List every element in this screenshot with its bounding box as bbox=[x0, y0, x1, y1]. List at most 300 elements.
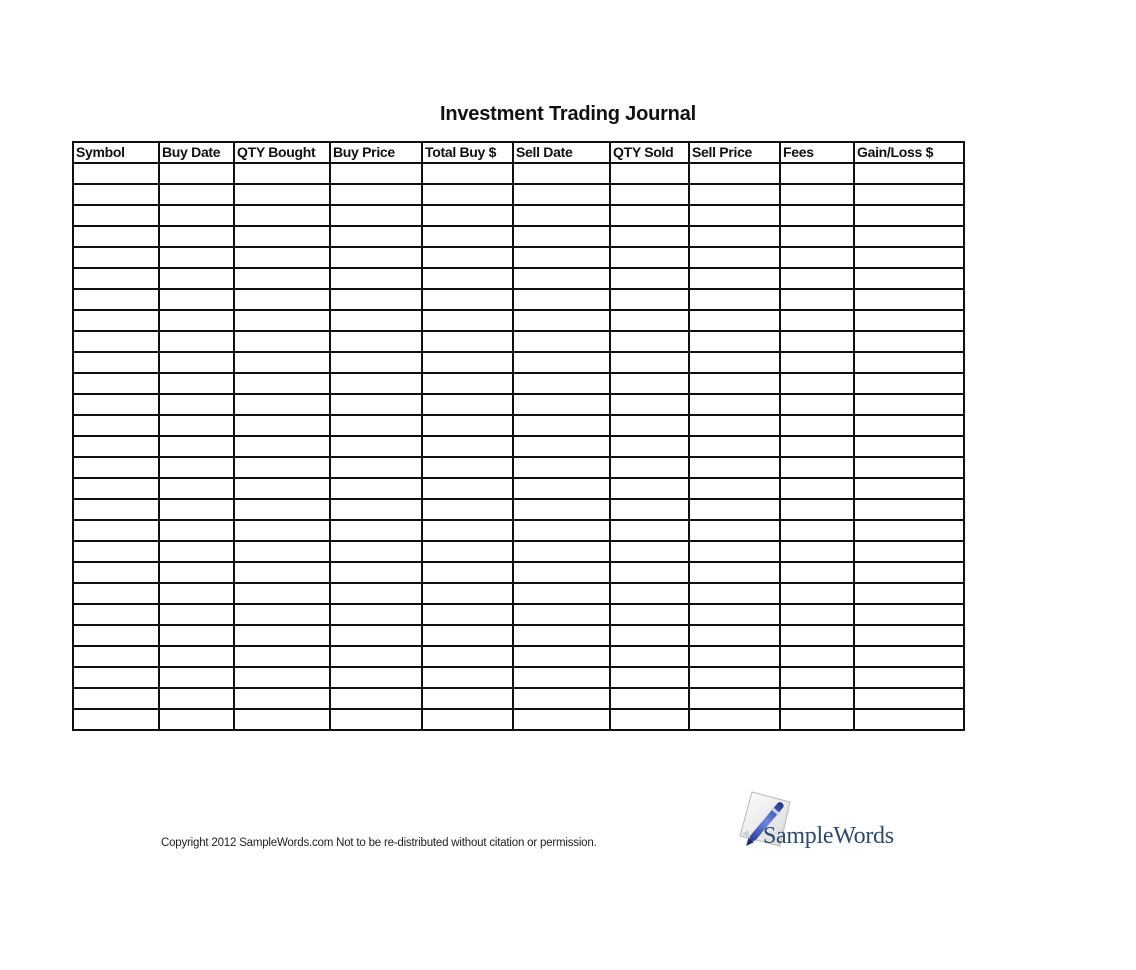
table-cell[interactable] bbox=[854, 478, 964, 499]
table-cell[interactable] bbox=[513, 394, 610, 415]
table-cell[interactable] bbox=[159, 268, 234, 289]
table-cell[interactable] bbox=[780, 499, 854, 520]
table-cell[interactable] bbox=[159, 499, 234, 520]
table-cell[interactable] bbox=[854, 373, 964, 394]
table-row bbox=[73, 604, 964, 625]
table-cell[interactable] bbox=[854, 331, 964, 352]
table-cell[interactable] bbox=[422, 184, 513, 205]
table-cell[interactable] bbox=[513, 205, 610, 226]
table-cell[interactable] bbox=[610, 583, 689, 604]
table-cell[interactable] bbox=[330, 667, 422, 688]
table-cell[interactable] bbox=[780, 604, 854, 625]
table-cell[interactable] bbox=[422, 352, 513, 373]
table-cell[interactable] bbox=[513, 184, 610, 205]
trading-journal-table bbox=[72, 141, 965, 731]
table-cell[interactable] bbox=[689, 541, 780, 562]
table-cell[interactable] bbox=[159, 709, 234, 730]
table-cell[interactable] bbox=[854, 583, 964, 604]
table-cell[interactable] bbox=[780, 205, 854, 226]
table-cell[interactable] bbox=[422, 625, 513, 646]
table-cell[interactable] bbox=[610, 352, 689, 373]
table-cell[interactable] bbox=[610, 688, 689, 709]
table-cell[interactable] bbox=[610, 373, 689, 394]
table-cell[interactable] bbox=[234, 667, 330, 688]
table-cell[interactable] bbox=[513, 163, 610, 184]
table-cell[interactable] bbox=[854, 667, 964, 688]
table-cell[interactable] bbox=[854, 688, 964, 709]
table-cell[interactable] bbox=[610, 436, 689, 457]
table-cell[interactable] bbox=[234, 688, 330, 709]
table-cell[interactable] bbox=[689, 310, 780, 331]
table-cell[interactable] bbox=[422, 583, 513, 604]
table-cell[interactable] bbox=[73, 709, 159, 730]
table-cell[interactable] bbox=[159, 247, 234, 268]
column-header-qty-sold: QTY Sold bbox=[610, 142, 689, 163]
table-cell[interactable] bbox=[513, 583, 610, 604]
table-cell[interactable] bbox=[159, 373, 234, 394]
table-cell[interactable] bbox=[73, 163, 159, 184]
table-cell[interactable] bbox=[330, 415, 422, 436]
table-cell[interactable] bbox=[854, 625, 964, 646]
column-header-fees: Fees bbox=[780, 142, 854, 163]
table-cell[interactable] bbox=[159, 625, 234, 646]
table-cell[interactable] bbox=[159, 436, 234, 457]
table-cell[interactable] bbox=[330, 205, 422, 226]
table-cell[interactable] bbox=[513, 226, 610, 247]
table-cell[interactable] bbox=[780, 163, 854, 184]
table-cell[interactable] bbox=[689, 583, 780, 604]
table-cell[interactable] bbox=[780, 667, 854, 688]
table-cell[interactable] bbox=[330, 709, 422, 730]
table-row bbox=[73, 226, 964, 247]
table-cell[interactable] bbox=[854, 226, 964, 247]
table-cell[interactable] bbox=[610, 394, 689, 415]
table-cell[interactable] bbox=[610, 520, 689, 541]
table-cell[interactable] bbox=[513, 373, 610, 394]
table-cell[interactable] bbox=[610, 331, 689, 352]
table-cell[interactable] bbox=[513, 667, 610, 688]
table-cell[interactable] bbox=[854, 415, 964, 436]
copyright-notice: Copyright 2012 SampleWords.com Not to be re-distributed without citation or permission. bbox=[161, 837, 597, 849]
table-cell[interactable] bbox=[330, 604, 422, 625]
table-row bbox=[73, 415, 964, 436]
table-cell[interactable] bbox=[513, 247, 610, 268]
table-cell[interactable] bbox=[689, 667, 780, 688]
table-cell[interactable] bbox=[234, 499, 330, 520]
table-row bbox=[73, 478, 964, 499]
table-cell[interactable] bbox=[73, 205, 159, 226]
table-cell[interactable] bbox=[422, 520, 513, 541]
table-cell[interactable] bbox=[330, 478, 422, 499]
table-cell[interactable] bbox=[689, 520, 780, 541]
table-cell[interactable] bbox=[234, 268, 330, 289]
table-cell[interactable] bbox=[234, 331, 330, 352]
table-row bbox=[73, 709, 964, 730]
table-cell[interactable] bbox=[330, 226, 422, 247]
table-cell[interactable] bbox=[780, 688, 854, 709]
table-cell[interactable] bbox=[159, 583, 234, 604]
table-cell[interactable] bbox=[854, 646, 964, 667]
table-cell[interactable] bbox=[330, 373, 422, 394]
table-cell[interactable] bbox=[422, 331, 513, 352]
table-cell[interactable] bbox=[234, 541, 330, 562]
table-cell[interactable] bbox=[689, 688, 780, 709]
column-header-buy-price: Buy Price bbox=[330, 142, 422, 163]
table-cell[interactable] bbox=[422, 268, 513, 289]
table-cell[interactable] bbox=[780, 583, 854, 604]
table-cell[interactable] bbox=[159, 184, 234, 205]
table-cell[interactable] bbox=[234, 352, 330, 373]
table-cell[interactable] bbox=[73, 373, 159, 394]
table-cell[interactable] bbox=[73, 541, 159, 562]
table-cell[interactable] bbox=[689, 394, 780, 415]
table-cell[interactable] bbox=[689, 331, 780, 352]
table-cell[interactable] bbox=[330, 499, 422, 520]
table-cell[interactable] bbox=[234, 709, 330, 730]
table-cell[interactable] bbox=[780, 457, 854, 478]
table-cell[interactable] bbox=[854, 541, 964, 562]
table-cell[interactable] bbox=[689, 289, 780, 310]
table-row bbox=[73, 625, 964, 646]
table-cell[interactable] bbox=[422, 667, 513, 688]
table-cell[interactable] bbox=[610, 457, 689, 478]
table-cell[interactable] bbox=[422, 562, 513, 583]
table-cell[interactable] bbox=[234, 289, 330, 310]
table-cell[interactable] bbox=[689, 352, 780, 373]
table-cell[interactable] bbox=[513, 541, 610, 562]
table-cell[interactable] bbox=[610, 289, 689, 310]
table-cell[interactable] bbox=[73, 625, 159, 646]
table-cell[interactable] bbox=[159, 541, 234, 562]
table-row bbox=[73, 583, 964, 604]
table-cell[interactable] bbox=[610, 205, 689, 226]
table-row bbox=[73, 436, 964, 457]
table-cell[interactable] bbox=[780, 289, 854, 310]
table-cell[interactable] bbox=[73, 604, 159, 625]
table-cell[interactable] bbox=[234, 583, 330, 604]
table-cell[interactable] bbox=[854, 562, 964, 583]
table-cell[interactable] bbox=[159, 289, 234, 310]
table-cell[interactable] bbox=[73, 310, 159, 331]
table-cell[interactable] bbox=[73, 562, 159, 583]
table-cell[interactable] bbox=[330, 310, 422, 331]
table-cell[interactable] bbox=[422, 457, 513, 478]
table-cell[interactable] bbox=[854, 394, 964, 415]
table-cell[interactable] bbox=[513, 646, 610, 667]
table-cell[interactable] bbox=[689, 226, 780, 247]
table-row bbox=[73, 457, 964, 478]
table-cell[interactable] bbox=[513, 709, 610, 730]
table-cell[interactable] bbox=[780, 394, 854, 415]
table-cell[interactable] bbox=[159, 310, 234, 331]
table-cell[interactable] bbox=[330, 352, 422, 373]
table-row bbox=[73, 184, 964, 205]
column-header-sell-date: Sell Date bbox=[513, 142, 610, 163]
table-cell[interactable] bbox=[73, 436, 159, 457]
table-cell[interactable] bbox=[854, 268, 964, 289]
table-cell[interactable] bbox=[610, 604, 689, 625]
table-cell[interactable] bbox=[159, 352, 234, 373]
table-cell[interactable] bbox=[513, 499, 610, 520]
table-cell[interactable] bbox=[610, 415, 689, 436]
table-cell[interactable] bbox=[73, 184, 159, 205]
table-cell[interactable] bbox=[610, 478, 689, 499]
table-cell[interactable] bbox=[854, 709, 964, 730]
table-cell[interactable] bbox=[330, 436, 422, 457]
table-cell[interactable] bbox=[330, 688, 422, 709]
column-header-qty-bought: QTY Bought bbox=[234, 142, 330, 163]
table-cell[interactable] bbox=[689, 625, 780, 646]
table-cell[interactable] bbox=[689, 709, 780, 730]
table-cell[interactable] bbox=[234, 310, 330, 331]
table-cell[interactable] bbox=[73, 268, 159, 289]
table-cell[interactable] bbox=[780, 541, 854, 562]
table-cell[interactable] bbox=[234, 625, 330, 646]
table-cell[interactable] bbox=[159, 457, 234, 478]
table-cell[interactable] bbox=[610, 646, 689, 667]
table-cell[interactable] bbox=[159, 667, 234, 688]
table-cell[interactable] bbox=[610, 247, 689, 268]
table-cell[interactable] bbox=[780, 247, 854, 268]
table-cell[interactable] bbox=[854, 499, 964, 520]
table-cell[interactable] bbox=[159, 415, 234, 436]
table-cell[interactable] bbox=[854, 520, 964, 541]
table-cell[interactable] bbox=[159, 604, 234, 625]
column-header-total-buy: Total Buy $ bbox=[422, 142, 513, 163]
table-cell[interactable] bbox=[73, 289, 159, 310]
table-cell[interactable] bbox=[610, 541, 689, 562]
table-cell[interactable] bbox=[73, 478, 159, 499]
table-cell[interactable] bbox=[422, 226, 513, 247]
table-cell[interactable] bbox=[330, 163, 422, 184]
table-cell[interactable] bbox=[159, 688, 234, 709]
table-cell[interactable] bbox=[330, 394, 422, 415]
table-cell[interactable] bbox=[330, 541, 422, 562]
table-cell[interactable] bbox=[513, 310, 610, 331]
table-cell[interactable] bbox=[854, 604, 964, 625]
table-cell[interactable] bbox=[854, 310, 964, 331]
table-cell[interactable] bbox=[159, 520, 234, 541]
table-cell[interactable] bbox=[513, 520, 610, 541]
table-cell[interactable] bbox=[780, 436, 854, 457]
table-row bbox=[73, 499, 964, 520]
table-cell[interactable] bbox=[234, 226, 330, 247]
table-cell[interactable] bbox=[422, 478, 513, 499]
table-cell[interactable] bbox=[513, 457, 610, 478]
table-cell[interactable] bbox=[780, 520, 854, 541]
table-cell[interactable] bbox=[689, 562, 780, 583]
table-row bbox=[73, 562, 964, 583]
table-cell[interactable] bbox=[689, 205, 780, 226]
table-cell[interactable] bbox=[610, 184, 689, 205]
table-cell[interactable] bbox=[422, 709, 513, 730]
table-cell[interactable] bbox=[330, 247, 422, 268]
table-cell[interactable] bbox=[422, 310, 513, 331]
table-cell[interactable] bbox=[854, 205, 964, 226]
table-cell[interactable] bbox=[780, 352, 854, 373]
table-cell[interactable] bbox=[422, 373, 513, 394]
table-cell[interactable] bbox=[513, 688, 610, 709]
table-cell[interactable] bbox=[689, 184, 780, 205]
table-cell[interactable] bbox=[513, 331, 610, 352]
table-cell[interactable] bbox=[422, 436, 513, 457]
table-cell[interactable] bbox=[234, 646, 330, 667]
table-cell[interactable] bbox=[234, 457, 330, 478]
table-cell[interactable] bbox=[513, 268, 610, 289]
table-cell[interactable] bbox=[73, 331, 159, 352]
table-cell[interactable] bbox=[854, 457, 964, 478]
table-cell[interactable] bbox=[73, 646, 159, 667]
table-cell[interactable] bbox=[854, 352, 964, 373]
table-cell[interactable] bbox=[610, 163, 689, 184]
brand-name: SampleWords bbox=[763, 823, 894, 849]
samplewords-logo bbox=[738, 790, 918, 854]
table-cell[interactable] bbox=[234, 373, 330, 394]
table-cell[interactable] bbox=[610, 499, 689, 520]
table-cell[interactable] bbox=[854, 247, 964, 268]
table-cell[interactable] bbox=[689, 499, 780, 520]
table-cell[interactable] bbox=[422, 163, 513, 184]
table-cell[interactable] bbox=[234, 415, 330, 436]
table-cell[interactable] bbox=[422, 604, 513, 625]
table-cell[interactable] bbox=[330, 289, 422, 310]
table-cell[interactable] bbox=[234, 394, 330, 415]
table-cell[interactable] bbox=[780, 478, 854, 499]
table-cell[interactable] bbox=[689, 415, 780, 436]
table-cell[interactable] bbox=[330, 562, 422, 583]
table-cell[interactable] bbox=[234, 184, 330, 205]
table-cell[interactable] bbox=[73, 226, 159, 247]
table-cell[interactable] bbox=[513, 352, 610, 373]
table-row bbox=[73, 667, 964, 688]
table-cell[interactable] bbox=[330, 184, 422, 205]
table-cell[interactable] bbox=[780, 562, 854, 583]
table-cell[interactable] bbox=[513, 478, 610, 499]
table-cell[interactable] bbox=[780, 709, 854, 730]
table-cell[interactable] bbox=[422, 289, 513, 310]
table-cell[interactable] bbox=[610, 709, 689, 730]
table-cell[interactable] bbox=[422, 499, 513, 520]
table-cell[interactable] bbox=[610, 310, 689, 331]
table-cell[interactable] bbox=[513, 289, 610, 310]
table-cell[interactable] bbox=[780, 646, 854, 667]
table-cell[interactable] bbox=[234, 604, 330, 625]
table-cell[interactable] bbox=[330, 268, 422, 289]
table-cell[interactable] bbox=[422, 646, 513, 667]
table-cell[interactable] bbox=[422, 415, 513, 436]
table-cell[interactable] bbox=[689, 604, 780, 625]
table-cell[interactable] bbox=[73, 247, 159, 268]
table-cell[interactable] bbox=[73, 520, 159, 541]
table-cell[interactable] bbox=[854, 184, 964, 205]
table-cell[interactable] bbox=[159, 331, 234, 352]
table-cell[interactable] bbox=[73, 394, 159, 415]
table-cell[interactable] bbox=[780, 625, 854, 646]
table-row bbox=[73, 310, 964, 331]
table-cell[interactable] bbox=[780, 310, 854, 331]
table-cell[interactable] bbox=[689, 457, 780, 478]
table-cell[interactable] bbox=[234, 562, 330, 583]
table-cell[interactable] bbox=[234, 163, 330, 184]
table-cell[interactable] bbox=[73, 415, 159, 436]
table-cell[interactable] bbox=[854, 436, 964, 457]
table-cell[interactable] bbox=[330, 625, 422, 646]
table-cell[interactable] bbox=[854, 163, 964, 184]
table-cell[interactable] bbox=[422, 205, 513, 226]
table-row bbox=[73, 541, 964, 562]
table-cell[interactable] bbox=[513, 625, 610, 646]
table-cell[interactable] bbox=[159, 226, 234, 247]
table-cell[interactable] bbox=[689, 436, 780, 457]
table-cell[interactable] bbox=[513, 415, 610, 436]
table-cell[interactable] bbox=[234, 205, 330, 226]
table-cell[interactable] bbox=[610, 226, 689, 247]
table-cell[interactable] bbox=[73, 688, 159, 709]
table-cell[interactable] bbox=[330, 646, 422, 667]
table-cell[interactable] bbox=[513, 562, 610, 583]
table-cell[interactable] bbox=[234, 478, 330, 499]
table-cell[interactable] bbox=[73, 499, 159, 520]
table-cell[interactable] bbox=[159, 562, 234, 583]
table-cell[interactable] bbox=[513, 436, 610, 457]
table-cell[interactable] bbox=[330, 583, 422, 604]
table-cell[interactable] bbox=[780, 268, 854, 289]
table-row bbox=[73, 205, 964, 226]
table-row bbox=[73, 646, 964, 667]
table-cell[interactable] bbox=[780, 415, 854, 436]
table-cell[interactable] bbox=[330, 457, 422, 478]
table-cell[interactable] bbox=[513, 604, 610, 625]
column-header-buy-date: Buy Date bbox=[159, 142, 234, 163]
table-cell[interactable] bbox=[780, 184, 854, 205]
table-cell[interactable] bbox=[780, 373, 854, 394]
table-cell[interactable] bbox=[689, 163, 780, 184]
table-cell[interactable] bbox=[610, 268, 689, 289]
table-cell[interactable] bbox=[73, 457, 159, 478]
table-cell[interactable] bbox=[159, 646, 234, 667]
table-cell[interactable] bbox=[159, 205, 234, 226]
table-cell[interactable] bbox=[234, 520, 330, 541]
table-cell[interactable] bbox=[689, 247, 780, 268]
table-cell[interactable] bbox=[234, 436, 330, 457]
column-header-gain-loss: Gain/Loss $ bbox=[854, 142, 964, 163]
table-cell[interactable] bbox=[780, 331, 854, 352]
table-cell[interactable] bbox=[854, 289, 964, 310]
table-cell[interactable] bbox=[422, 394, 513, 415]
table-cell[interactable] bbox=[330, 520, 422, 541]
table-cell[interactable] bbox=[330, 331, 422, 352]
table-cell[interactable] bbox=[689, 268, 780, 289]
table-row bbox=[73, 520, 964, 541]
table-cell[interactable] bbox=[780, 226, 854, 247]
table-cell[interactable] bbox=[73, 352, 159, 373]
table-cell[interactable] bbox=[73, 583, 159, 604]
table-cell[interactable] bbox=[610, 625, 689, 646]
table-cell[interactable] bbox=[159, 478, 234, 499]
table-cell[interactable] bbox=[689, 478, 780, 499]
table-cell[interactable] bbox=[422, 688, 513, 709]
table-cell[interactable] bbox=[73, 667, 159, 688]
table-cell[interactable] bbox=[610, 667, 689, 688]
table-cell[interactable] bbox=[159, 163, 234, 184]
table-cell[interactable] bbox=[422, 541, 513, 562]
table-cell[interactable] bbox=[159, 394, 234, 415]
table-cell[interactable] bbox=[610, 562, 689, 583]
table-cell[interactable] bbox=[422, 247, 513, 268]
table-cell[interactable] bbox=[689, 646, 780, 667]
table-cell[interactable] bbox=[234, 247, 330, 268]
table-cell[interactable] bbox=[689, 373, 780, 394]
